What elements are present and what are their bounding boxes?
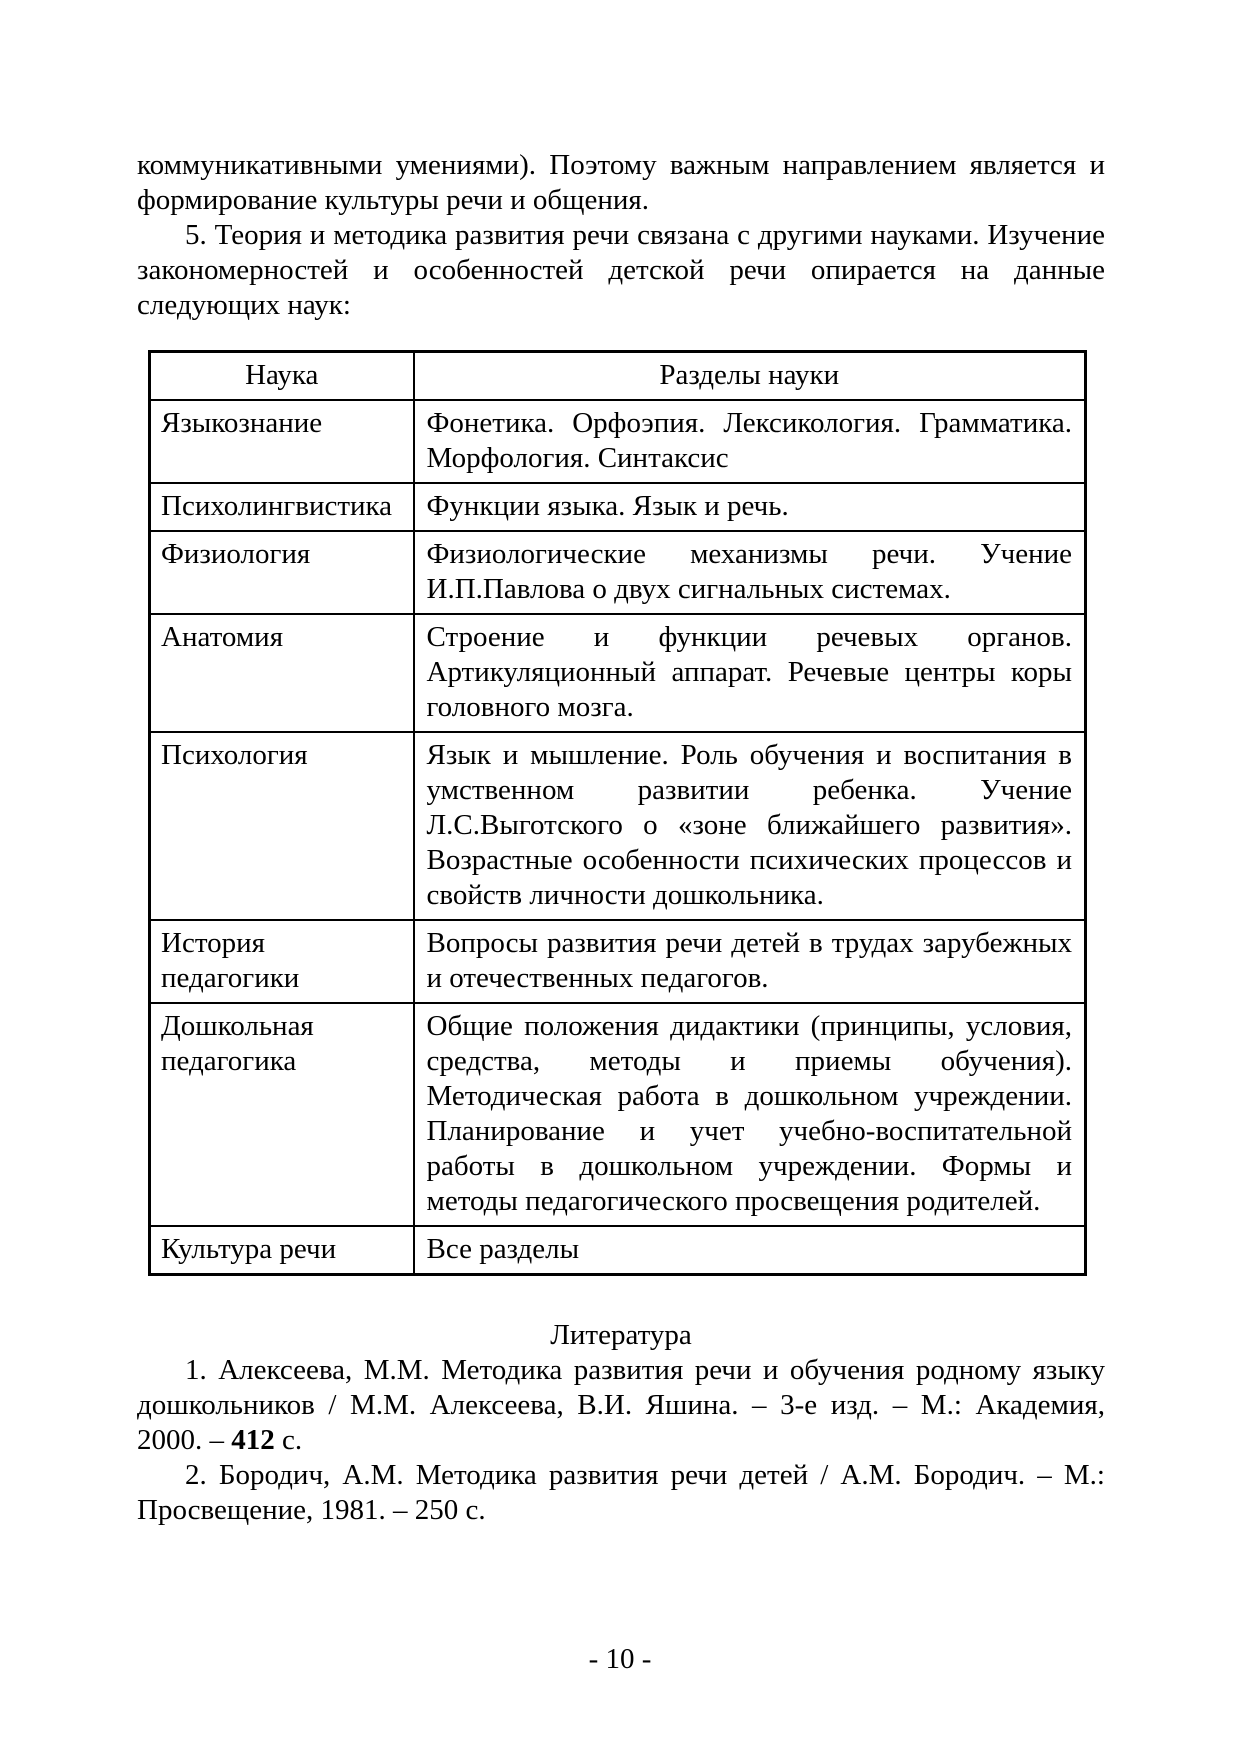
- table-row: [150, 400, 1086, 483]
- science-cell: Языкознание: [150, 400, 414, 483]
- reference-item-2: 2. Бородич, А.М. Методика развития речи детей / А.М. Бородич. – М.: Просвещение, 1981. – 250 с.: [137, 1459, 1105, 1526]
- table-row: [150, 1226, 1086, 1275]
- table-row: [150, 531, 1086, 614]
- reference-text: 1. Алексеева, М.М. Методика развития речи и обучения родному языку дошкольников / М.М. Алексеева, В.И. Яшина. – 3-е изд. – М.: Академия, 2000. –: [137, 1354, 1105, 1456]
- sections-cell: Язык и мышление. Роль обучения и воспитания в умственном развитии ребенка. Учение Л.С.Выготского о «зоне ближайшего развития». Возрастные особенности психических процессов и свойств личности дошкольника.: [414, 732, 1086, 920]
- literature-heading: Литература: [550, 1319, 692, 1351]
- science-cell: Физиология: [150, 531, 414, 614]
- table-row: [150, 732, 1086, 920]
- sections-cell: Вопросы развития речи детей в трудах зарубежных и отечественных педагогов.: [414, 920, 1086, 1003]
- table-header-row: [150, 352, 1086, 401]
- paragraph-intro: 5. Теория и методика развития речи связана с другими науками. Изучение закономерностей и особенностей детской речи опирается на данные следующих наук:: [137, 219, 1105, 321]
- sections-cell: Физиологические механизмы речи. Учение И.П.Павлова о двух сигнальных системах.: [414, 531, 1086, 614]
- science-cell: Культура речи: [150, 1226, 414, 1275]
- sections-cell: Функции языка. Язык и речь.: [414, 483, 1086, 531]
- table-row: [150, 483, 1086, 531]
- table-row: [150, 920, 1086, 1003]
- sections-cell: Строение и функции речевых органов. Артикуляционный аппарат. Речевые центры коры головного мозга.: [414, 614, 1086, 732]
- sections-cell: Все разделы: [414, 1226, 1086, 1275]
- science-cell: Психология: [150, 732, 414, 920]
- science-cell: Дошкольная педагогика: [150, 1003, 414, 1226]
- science-cell: Анатомия: [150, 614, 414, 732]
- sections-cell: Общие положения дидактики (принципы, условия, средства, методы и приемы обучения). Методическая работа в дошкольном учреждении. Планирование и учет учебно-воспитательной работы в дошкольном учреждении. Формы и методы педагогического просвещения родителей.: [414, 1003, 1086, 1226]
- reference-item-1: [137, 1353, 1105, 1458]
- reference-text: с.: [274, 1424, 303, 1456]
- sciences-table: [148, 350, 1087, 1276]
- page-number: - 10 -: [588, 1643, 652, 1675]
- table-row: [150, 614, 1086, 732]
- science-cell: История педагогики: [150, 920, 414, 1003]
- table-row: [150, 1003, 1086, 1226]
- sections-cell: Фонетика. Орфоэпия. Лексикология. Грамматика. Морфология. Синтаксис: [414, 400, 1086, 483]
- paragraph-continuation: коммуникативными умениями). Поэтому важным направлением является и формирование культуры речи и общения.: [137, 149, 1105, 216]
- science-cell: Психолингвистика: [150, 483, 414, 531]
- reference-pages-bold: 412: [231, 1424, 275, 1456]
- table-header-science: Наука: [150, 352, 414, 401]
- table-header-sections: Разделы науки: [414, 352, 1086, 401]
